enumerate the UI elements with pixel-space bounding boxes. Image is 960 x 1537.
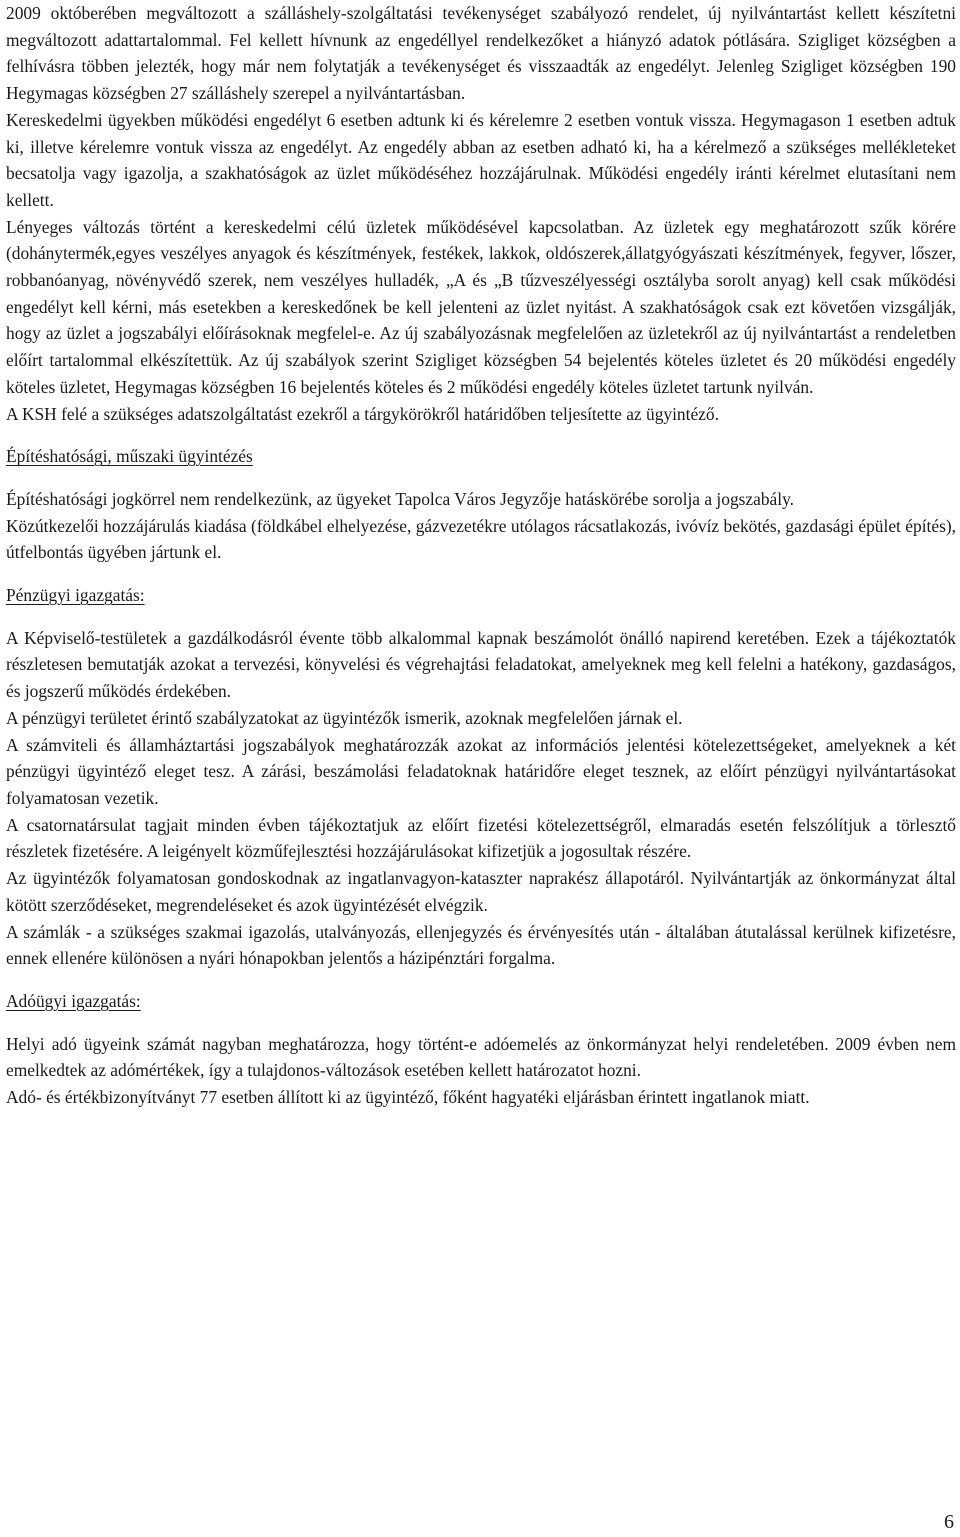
paragraph-sewer-association: A csatornatársulat tagjait minden évben tájékoztatjuk az előírt fizetési kötelezettségről, elmaradás esetén felszólítjuk a törlesztő részletek fizetésére. A leigényelt közműfejlesztési hozzájárulásokat kifizetjük a jogosultak részére. — [6, 814, 956, 862]
paragraph-accounting: A számviteli és államháztartási jogszabályok meghatározzák azokat az információs jelentési kötelezettségeket, amelyeknek a két pénzügyi ügyintéző eleget tesz. A zárási, beszámolási feladatoknak határidőre eleget tesznek, az előírt pénzügyi nyilvántartásokat folyamatosan vezetik. — [6, 734, 956, 808]
paragraph-ksh-reporting: A KSH felé a szükséges adatszolgáltatást ezekről a tárgykörökről határidőben teljesítette az ügyintéző. — [6, 403, 719, 424]
heading-tax: Adóügyi igazgatás: — [6, 990, 141, 1011]
heading-building-authority: Építéshatósági, műszaki ügyintézés — [6, 446, 253, 467]
paragraph-commerce-permits: Kereskedelmi ügyekben működési engedélyt 6 esetben adtunk ki és kérelemre 2 esetben vontuk vissza. Hegymagason 1 esetben adtuk ki, illetve kérelemre vontuk vissza az engedélyt. Az engedély abban az esetben adható ki, ha a kérelmező a szükséges mellékleteket becsatolja vagy igazolja, a szakhatóságok az üzlet működéséhez hozzájárulnak. Működési engedély iránti kérelmet elutasítani nem kellett. — [6, 109, 956, 210]
paragraph-finance-rules: A pénzügyi területet érintő szabályzatokat az ügyintézők ismerik, azoknak megfelelően járnak el. — [6, 707, 683, 728]
paragraph-road-permits: Közútkezelői hozzájárulás kiadása (földkábel elhelyezése, gázvezetékre utólagos rácsatlakozás, ivóvíz bekötés, gazdasági épület építés), útfelbontás ügyében jártunk el. — [6, 515, 956, 563]
paragraph-property-cadastre: Az ügyintézők folyamatosan gondoskodnak az ingatlanvagyon-kataszter naprakész állapotáról. Nyilvántartják az önkormányzat által kötött szerződéseket, megrendeléseket és azok ügyintézését elvégzik. — [6, 868, 956, 915]
heading-finance: Pénzügyi igazgatás: — [6, 585, 145, 606]
paragraph-accommodation: 2009 októberében megváltozott a szálláshely-szolgáltatási tevékenységet szabályozó rendelet, új nyilvántartást kellett készítetni megváltozott adattartalommal. Fel kellett hívnunk az engedéllyel rendelkezőket a hiányzó adatok pótlására. Szigliget községben a felhívásra többen jelezték, hogy már nem folytatják a tevékenységet és visszaadták az engedélyt. Jelenleg Szigliget községben 190 Hegymagas községben 27 szálláshely szerepel a nyilvántartásban. — [6, 3, 956, 104]
paragraph-finance-reports: A Képviselő-testületek a gazdálkodásról évente több alkalommal kapnak beszámolót önálló napirend keretében. Ezek a tájékoztatók részletesen bemutatják azokat a tervezési, könyvelési és végrehajtási feladatokat, amelyeknek meg kell felelni a hatékony, gazdaságos, és jogszerű működés érdekében. — [6, 627, 956, 702]
paragraph-invoices: A számlák - a szükséges szakmai igazolás, utalványozás, ellenjegyzés és érvényesítés után - általában átutalással kerülnek kifizetésre, ennek ellenére különösen a nyári hónapokban jelentős a házipénztári forgalma. — [6, 921, 956, 969]
page-number: 6 — [944, 1511, 954, 1533]
paragraph-building-jurisdiction: Építéshatósági jogkörrel nem rendelkezünk, az ügyeket Tapolca Város Jegyzője hatáskörébe sorolja a jogszabály. — [6, 488, 795, 509]
paragraph-shop-regulation: Lényeges változás történt a kereskedelmi célú üzletek működésével kapcsolatban. Az üzletek egy meghatározott szűk körére (dohánytermék,egyes veszélyes anyagok és készítmények, festékek, lakkok, oldószerek,állatgyógyászati készítmények, fegyver, lőszer, robbanóanyag, növényvédő szerek, nem veszélyes hulladék, „A és „B tűzveszélyességi osztályba sorolt anyag) kell csak működési engedélyt kell kérni, más esetekben a kereskedőnek be kell jelenteni az üzlet nyitást. A szakhatóságok csak ezt követően vizsgálják, hogy az üzlet a jogszabályi előírásoknak megfelel-e. Az új szabályozásnak megfelelően az üzletekről az új nyilvántartást a rendeletben előírt tartalommal elkészítettük. Az új szabályok szerint Szigliget községben 54 bejelentés köteles üzletet és 20 működési engedély köteles üzletet, Hegymagas községben 16 bejelentés köteles és 2 működési engedély köteles üzletet tartunk nyilván. — [6, 216, 956, 397]
document-page — [6, 0, 956, 1111]
paragraph-value-certificates: Adó- és értékbizonyítványt 77 esetben állított ki az ügyintéző, főként hagyatéki eljárásban érintett ingatlanok miatt. — [6, 1087, 810, 1108]
paragraph-local-tax: Helyi adó ügyeink számát nagyban meghatározza, hogy történt-e adóemelés az önkormányzat helyi rendeletében. 2009 évben nem emelkedtek az adómértékek, így a tulajdonos-változások esetében kellett határozatot hozni. — [6, 1033, 956, 1081]
